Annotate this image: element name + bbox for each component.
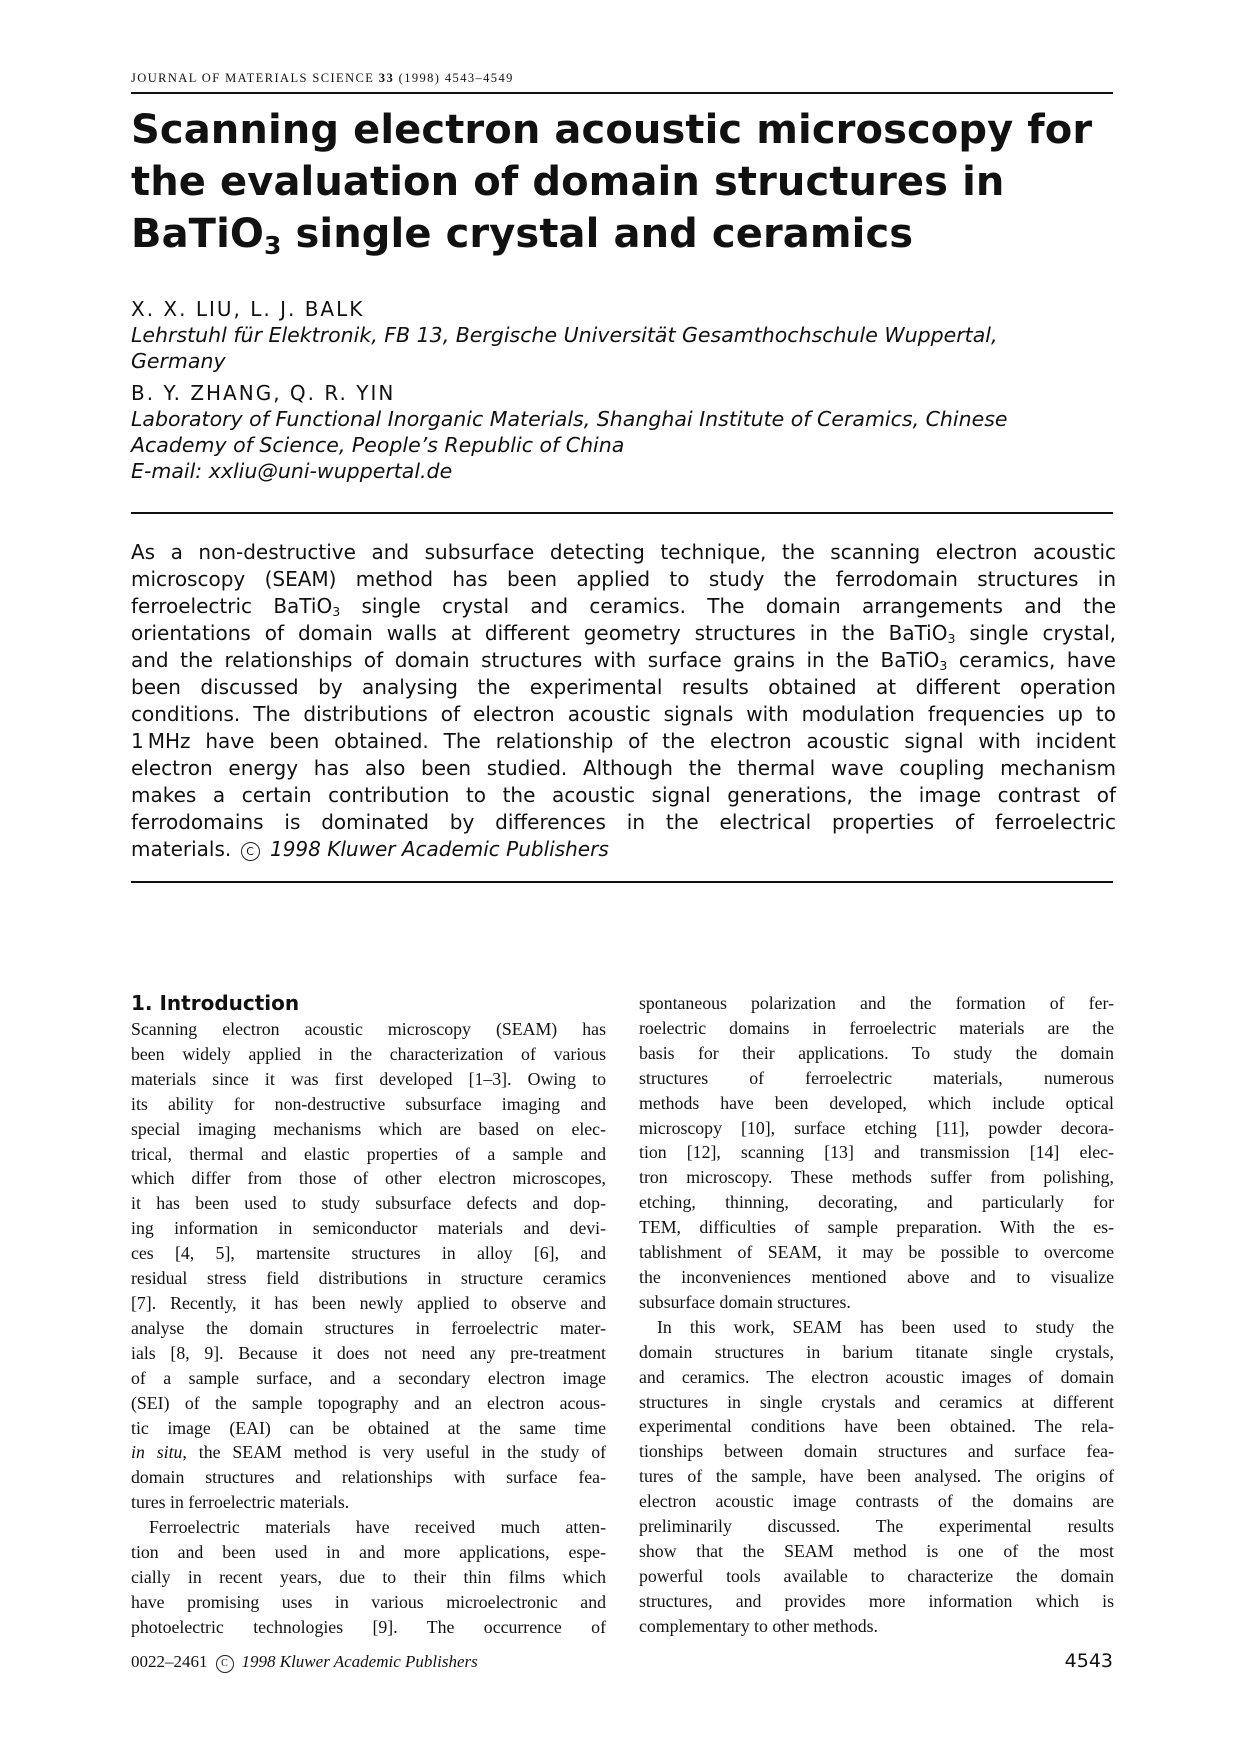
author-names-1: X. X. LIU, L. J. BALK: [131, 297, 365, 321]
body-line: experimental conditions have been obtained. The rela-: [639, 1416, 1114, 1437]
body-line: ials [8, 9]. Because it does not need any pre-treatment: [131, 1342, 606, 1363]
body-line: TEM, difficulties of sample preparation. With the es-: [639, 1217, 1114, 1238]
body-line: tion [12], scanning [13] and transmission [14] elec-: [639, 1142, 1114, 1163]
body-line: analyse the domain structures in ferroelectric mater-: [131, 1317, 606, 1338]
body-line: [7]. Recently, it has been newly applied to observe and: [131, 1292, 606, 1313]
abstract-line: 1 MHz have been obtained. The relationship of the electron acoustic signal with incident: [131, 729, 1116, 753]
body-line: special imaging mechanisms which are based on elec-: [131, 1118, 606, 1139]
body-line: trical, thermal and elastic properties of a sample and: [131, 1143, 606, 1164]
author-names-2: B. Y. ZHANG, Q. R. YIN: [131, 381, 396, 405]
abstract-line: orientations of domain walls at different geometry structures in the BaTiO$_3$ single crystal,: [131, 621, 1116, 646]
body-line: tionships between domain structures and surface fea-: [639, 1441, 1114, 1462]
abstract: [131, 539, 1116, 863]
body-line: tion and been used in and more applications, espe-: [131, 1542, 606, 1563]
author-email: E-mail: xxliu@uni-wuppertal.de: [131, 459, 453, 483]
affiliation-1: [131, 322, 997, 374]
body-line: tures of the sample, have been analysed. The origins of: [639, 1466, 1114, 1487]
footer-info: [131, 1652, 478, 1673]
abstract-line: microscopy (SEAM) method has been applied to study the ferrodomain structures in: [131, 567, 1116, 591]
body-line: (SEI) of the sample topography and an electron acous-: [131, 1392, 606, 1413]
affiliation-1-line: Lehrstuhl für Elektronik, FB 13, Bergische Universität Gesamthochschule Wuppertal,: [131, 323, 998, 347]
body-line: domain structures in barium titanate single crystals,: [639, 1341, 1114, 1362]
body-line: been widely applied in the characterization of various: [131, 1043, 606, 1064]
italic-in-situ: in situ: [131, 1442, 183, 1463]
column-left: [131, 991, 606, 1640]
body-line: its ability for non-destructive subsurface imaging and: [131, 1093, 606, 1114]
body-line: spontaneous polarization and the formation of fer-: [639, 993, 1114, 1013]
abstract-line: been discussed by analysing the experimental results obtained at different operation: [131, 675, 1116, 699]
body-line: which differ from those of other electron microscopes,: [131, 1168, 606, 1189]
body-line: in situ, the SEAM method is very useful in the study of: [131, 1442, 607, 1463]
abstract-line: electron energy has also been studied. Although the thermal wave coupling mechanism: [131, 756, 1116, 780]
column-right: [639, 991, 1114, 1639]
body-line: microscopy [10], surface etching [11], powder decora-: [639, 1117, 1114, 1138]
body-line: electron acoustic image contrasts of the domains are: [639, 1491, 1114, 1512]
body-line: it has been used to study subsurface defects and dop-: [131, 1193, 606, 1214]
abstract-line: ferrodomains is dominated by differences in the electrical properties of ferroelectric: [131, 810, 1116, 834]
footer-issn: 0022–2461: [131, 1652, 208, 1671]
body-line: In this work, SEAM has been used to study the: [657, 1316, 1114, 1337]
body-line: domain structures and relationships with surface fea-: [131, 1467, 606, 1488]
journal-year-pages: (1998) 4543–4549: [398, 71, 514, 85]
abstract-line: makes a certain contribution to the acoustic signal generations, the image contrast of: [131, 783, 1116, 807]
header-rule: [131, 92, 1113, 94]
body-line: tablishment of SEAM, it may be possible to overcome: [639, 1242, 1114, 1263]
abstract-line: and the relationships of domain structures with surface grains in the BaTiO$_3$ ceramics, have: [131, 648, 1116, 673]
abstract-bottom-rule: [131, 881, 1113, 883]
body-line: have promising uses in various microelectronic and: [131, 1591, 606, 1612]
abstract-line: materials. C 1998 Kluwer Academic Publishers: [131, 837, 609, 861]
title-text-2: single crystal and ceramics: [281, 211, 914, 257]
body-line: etching, thinning, decorating, and particularly for: [639, 1192, 1114, 1213]
running-head: [131, 71, 514, 86]
body-line: subsurface domain structures.: [639, 1291, 851, 1312]
abstract-line: As a non-destructive and subsurface detecting technique, the scanning electron acoustic: [131, 540, 1116, 564]
affiliation-2-line: Laboratory of Functional Inorganic Materials, Shanghai Institute of Ceramics, Chinese: [131, 407, 1008, 431]
body-line: tures in ferroelectric materials.: [131, 1492, 350, 1513]
body-line: ing information in semiconductor materials and devi-: [131, 1218, 606, 1239]
affiliation-1-line: Germany: [131, 349, 226, 373]
affiliation-2-line: Academy of Science, People’s Republic of China: [131, 433, 625, 457]
abstract-line: ferroelectric BaTiO$_3$ single crystal and ceramics. The domain arrangements and the: [131, 594, 1117, 619]
copyright-icon: C: [216, 1655, 234, 1673]
body-line: show that the SEAM method is one of the most: [639, 1540, 1114, 1561]
body-line: roelectric domains in ferroelectric materials are the: [639, 1017, 1114, 1038]
title-subscript: 3: [263, 231, 282, 260]
body-line: Scanning electron acoustic microscopy (SEAM) has: [131, 1019, 606, 1039]
body-line: ces [4, 5], martensite structures in alloy [6], and: [131, 1243, 606, 1264]
body-line: preliminarily discussed. The experimental results: [639, 1516, 1114, 1537]
article-title: [131, 104, 1121, 260]
body-line: structures of ferroelectric materials, numerous: [639, 1067, 1114, 1088]
copyright-icon: C: [241, 842, 260, 861]
body-line: tic image (EAI) can be obtained at the same time: [131, 1417, 606, 1438]
body-line: cially in recent years, due to their thin films which: [131, 1566, 606, 1587]
body-line: of a sample surface, and a secondary electron image: [131, 1367, 606, 1388]
body-line: basis for their applications. To study the domain: [639, 1042, 1114, 1063]
body-line: Ferroelectric materials have received much atten-: [149, 1517, 606, 1538]
abstract-copyright-holder: 1998 Kluwer Academic Publishers: [269, 837, 609, 861]
body-line: the inconveniences mentioned above and to visualize: [639, 1266, 1114, 1287]
affiliation-2: [131, 406, 1008, 484]
page-number: 4543: [1064, 1650, 1113, 1672]
section-heading-introduction: 1. Introduction: [131, 991, 300, 1015]
abstract-line: conditions. The distributions of electron acoustic signals with modulation frequencies up to: [131, 702, 1116, 726]
journal-volume: 33: [378, 71, 395, 85]
body-line: materials since it was first developed [1–3]. Owing to: [131, 1068, 606, 1089]
body-line: methods have been developed, which include optical: [639, 1092, 1114, 1113]
title-text-1: Scanning electron acoustic microscopy for the evaluation of domain structures in BaTiO: [131, 107, 1093, 257]
journal-name: JOURNAL OF MATERIALS SCIENCE: [131, 71, 375, 85]
body-line: photoelectric technologies [9]. The occurrence of: [131, 1616, 606, 1637]
body-line: powerful tools available to characterize the domain: [639, 1565, 1114, 1586]
body-line: and ceramics. The electron acoustic images of domain: [639, 1366, 1114, 1387]
body-line: residual stress field distributions in structure ceramics: [131, 1268, 606, 1289]
body-line: complementary to other methods.: [639, 1615, 878, 1636]
body-line: tron microscopy. These methods suffer from polishing,: [639, 1167, 1114, 1188]
abstract-top-rule: [131, 512, 1113, 514]
footer-publisher: 1998 Kluwer Academic Publishers: [241, 1652, 478, 1671]
body-line: structures, and provides more information which is: [639, 1590, 1114, 1611]
body-line: structures in single crystals and ceramics at different: [639, 1391, 1114, 1412]
